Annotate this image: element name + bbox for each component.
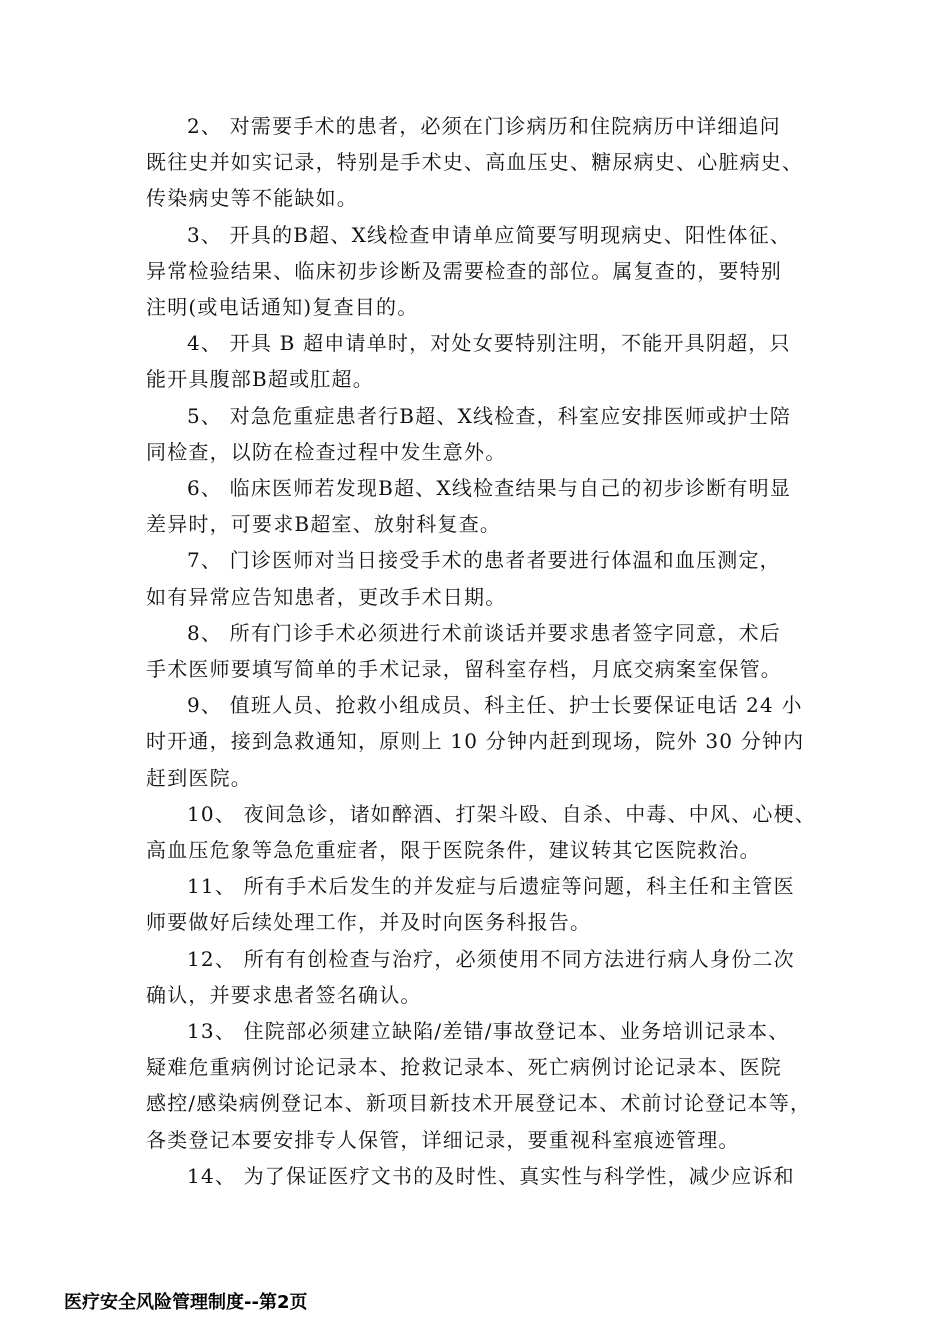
paragraph-line: 师要做好后续处理工作，并及时向医务科报告。: [146, 910, 592, 935]
paragraph-line: 高血压危象等急危重症者，限于医院条件，建议转其它医院救治。: [146, 838, 761, 862]
paragraph-first-line: 10、 夜间急诊，诸如醉酒、打架斗殴、自杀、中毒、中风、心梗、: [187, 801, 817, 826]
paragraph-line: 各类登记本要安排专人保管，详细记录，要重视科室痕迹管理。: [146, 1127, 740, 1152]
paragraph-first-line: 7、 门诊医师对当日接受手术的患者者要进行体温和血压测定，: [187, 548, 781, 573]
paragraph-line: 差异时，可要求B超室、放射科复查。: [146, 512, 502, 537]
paragraph-line: 传染病史等不能缺如。: [146, 186, 358, 211]
page-footer: 医疗安全风险管理制度--第2页: [64, 1292, 308, 1313]
paragraph-first-line: 8、 所有门诊手术必须进行术前谈话并要求患者签字同意，术后: [187, 620, 781, 645]
paragraph-line: 异常检验结果、临床初步诊断及需要检查的部位。属复查的，要特别: [146, 258, 782, 283]
paragraph-line: 确认，并要求患者签名确认。: [146, 982, 422, 1007]
paragraph-first-line: 5、 对急危重症患者行B超、X线检查，科室应安排医师或护士陪: [187, 403, 792, 428]
paragraph-first-line: 14、 为了保证医疗文书的及时性、真实性与科学性，减少应诉和: [187, 1163, 795, 1188]
paragraph-first-line: 12、 所有有创检查与治疗，必须使用不同方法进行病人身份二次: [187, 946, 795, 971]
paragraph-line: 疑难危重病例讨论记录本、抢救记录本、死亡病例讨论记录本、医院: [146, 1055, 782, 1080]
paragraph-line: 既往史并如实记录，特别是手术史、高血压史、糖尿病史、心脏病史、: [146, 150, 804, 175]
paragraph-first-line: 2、 对需要手术的患者，必须在门诊病历和住院病历中详细追问: [187, 114, 781, 138]
paragraph-first-line: 11、 所有手术后发生的并发症与后遗症等问题，科主任和主管医: [187, 874, 795, 899]
paragraph-first-line: 9、 值班人员、抢救小组成员、科主任、护士长要保证电话 24 小: [187, 693, 803, 718]
paragraph-first-line: 13、 住院部必须建立缺陷/差错/事故登记本、业务培训记录本、: [187, 1019, 790, 1043]
paragraph-line: 手术医师要填写简单的手术记录，留科室存档，月底交病案室保管。: [146, 657, 782, 681]
paragraph-line: 同检查，以防在检查过程中发生意外。: [146, 439, 507, 464]
paragraph-first-line: 4、 开具 B 超申请单时，对处女要特别注明，不能开具阴超，只: [187, 331, 791, 356]
paragraph-line: 赶到医院。: [146, 765, 252, 790]
paragraph-line: 时开通，接到急救通知，原则上 10 分钟内赶到现场，院外 30 分钟内: [146, 729, 805, 754]
paragraph-line: 注明(或电话通知)复查目的。: [146, 295, 419, 319]
paragraph-line: 感控/感染病例登记本、新项目新技术开展登记本、术前讨论登记本等，: [146, 1091, 812, 1116]
paragraph-first-line: 3、 开具的B超、X线检查申请单应简要写明现病史、阳性体征、: [187, 222, 792, 247]
paragraph-line: 如有异常应告知患者，更改手术日期。: [146, 584, 507, 609]
paragraph-first-line: 6、 临床医师若发现B超、X线检查结果与自己的初步诊断有明显: [187, 476, 792, 500]
paragraph-line: 能开具腹部B超或肛超。: [146, 367, 374, 392]
